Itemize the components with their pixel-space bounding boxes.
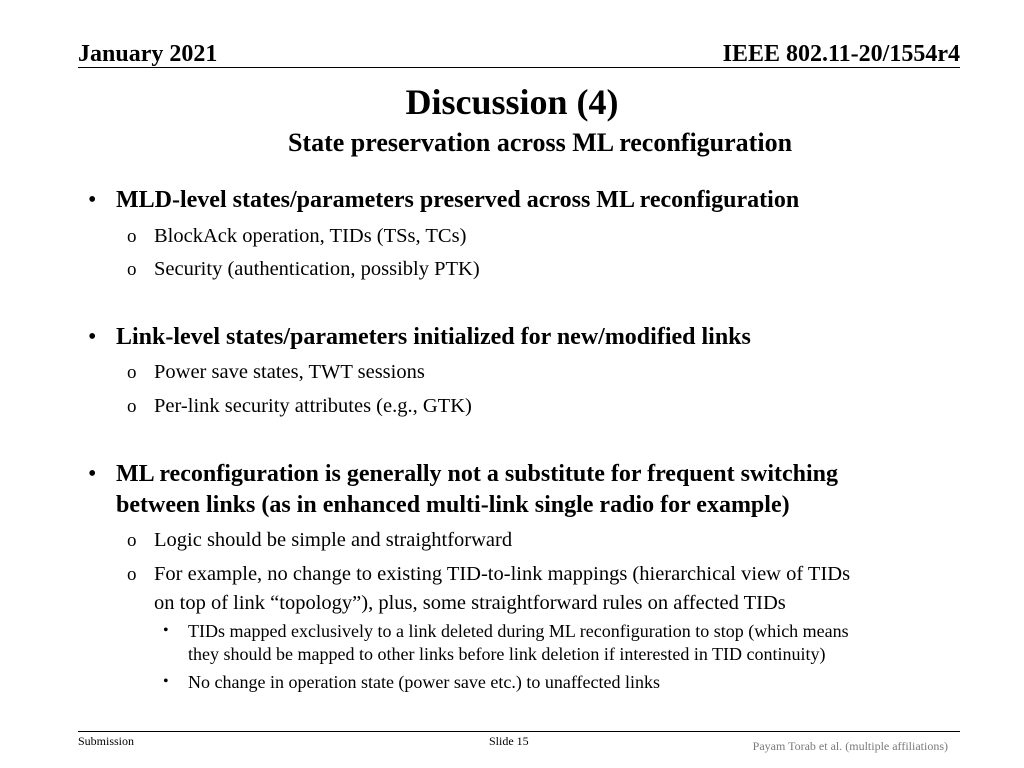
sub-bullet-text: Logic should be simple and straightforward	[154, 529, 513, 551]
bullet-text-line-2: between links (as in enhanced multi-link single radio for example)	[116, 492, 790, 518]
slide-subtitle: State preservation across ML reconfiguration	[287, 128, 793, 157]
bullet-marker: •	[88, 187, 97, 213]
bullet-item	[88, 459, 838, 521]
header-document-id: IEEE 802.11-20/1554r4	[722, 41, 960, 67]
sub-bullet-marker: o	[127, 396, 137, 417]
sub-sub-bullet-marker: •	[163, 673, 169, 690]
bullet-text: Link-level states/parameters initialized for new/modified links	[116, 324, 751, 350]
footer-divider	[78, 731, 960, 732]
sub-sub-bullet-text-line-1: TIDs mapped exclusively to a link deleted during ML reconfiguration to stop (which means	[188, 621, 849, 641]
bullet-marker: •	[88, 461, 97, 487]
bullet-item	[88, 185, 800, 216]
bullet-item	[88, 322, 751, 353]
sub-bullet-item	[127, 560, 851, 618]
bullet-text: MLD-level states/parameters preserved across ML reconfiguration	[116, 187, 800, 213]
sub-bullet-text: Per-link security attributes (e.g., GTK)	[154, 395, 472, 417]
sub-bullet-marker: o	[127, 564, 137, 585]
sub-bullet-text: Power save states, TWT sessions	[154, 361, 425, 383]
sub-bullet-text-line-2: on top of link “topology”), plus, some straightforward rules on affected TIDs	[154, 592, 786, 614]
sub-sub-bullet-text: No change in operation state (power save etc.) to unaffected links	[188, 672, 660, 692]
slide-title: Discussion (4)	[405, 82, 619, 122]
header-divider	[78, 67, 960, 68]
footer-submission: Submission	[78, 734, 135, 748]
sub-sub-bullet-item	[163, 671, 660, 694]
sub-bullet-text-line-1: For example, no change to existing TID-to-link mappings (hierarchical view of TIDs	[154, 563, 851, 585]
sub-bullet-item	[127, 255, 480, 284]
sub-bullet-item	[127, 222, 467, 251]
bullet-marker: •	[88, 324, 97, 350]
footer-slide-number: Slide 15	[489, 734, 529, 748]
footer-authors: Payam Torab et al. (multiple affiliations)	[752, 739, 948, 753]
sub-sub-bullet-marker: •	[163, 622, 169, 639]
sub-bullet-marker: o	[127, 259, 137, 280]
sub-bullet-item	[127, 392, 472, 421]
sub-bullet-text: BlockAck operation, TIDs (TSs, TCs)	[154, 225, 467, 247]
sub-bullet-item	[127, 358, 425, 387]
sub-bullet-marker: o	[127, 226, 137, 247]
bullet-text-line-1: ML reconfiguration is generally not a substitute for frequent switching	[116, 461, 838, 487]
header-date: January 2021	[78, 41, 218, 67]
sub-sub-bullet-item	[163, 620, 849, 665]
sub-bullet-marker: o	[127, 530, 137, 551]
sub-bullet-marker: o	[127, 362, 137, 383]
sub-bullet-text: Security (authentication, possibly PTK)	[154, 258, 480, 280]
sub-sub-bullet-text-line-2: they should be mapped to other links before link deletion if interested in TID continuity)	[188, 643, 826, 664]
sub-bullet-item	[127, 526, 513, 555]
